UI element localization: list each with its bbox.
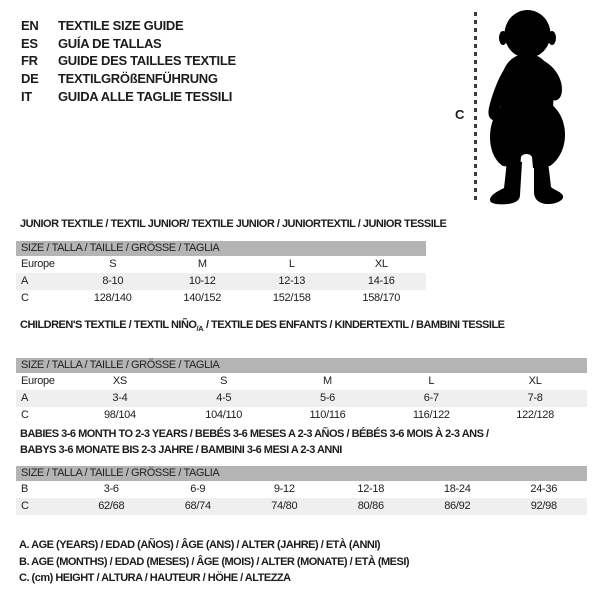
size-cell: 24-36 — [530, 483, 558, 495]
size-cell: XS — [112, 375, 127, 387]
size-cell: 98/104 — [103, 409, 136, 421]
table-row — [16, 256, 426, 273]
babies-section-title — [20, 426, 489, 458]
size-cell: 12-13 — [278, 275, 306, 287]
row-label: A — [21, 392, 29, 404]
table-row — [16, 273, 426, 290]
language-label: TEXTILE SIZE GUIDE — [58, 18, 184, 33]
language-row — [21, 88, 236, 106]
size-cell: 122/128 — [516, 409, 554, 421]
size-cell: 6-7 — [423, 392, 439, 404]
size-cell: 5-6 — [319, 392, 335, 404]
row-label: Europe — [21, 258, 55, 270]
size-cell: L — [428, 375, 435, 387]
language-code: IT — [21, 88, 32, 104]
language-row — [21, 70, 236, 88]
language-code: FR — [21, 53, 38, 69]
size-cell: 116/122 — [412, 409, 450, 421]
children-title-subscript: /A — [196, 323, 204, 333]
language-row — [21, 17, 236, 35]
size-cell: 140/152 — [183, 292, 222, 304]
junior-table-header: SIZE / TALLA / TAILLE / GRÖSSE / TAGLIA — [16, 241, 426, 256]
language-label: GUIDA ALLE TAGLIE TESSILI — [58, 88, 233, 104]
children-title-text-cont: / TEXTILE DES ENFANTS / KINDERTEXTIL / BAMBINI TESSILE — [203, 319, 505, 331]
size-cell: 104/110 — [205, 409, 243, 421]
size-cell: 110/116 — [309, 409, 346, 421]
size-cell: 92/98 — [530, 500, 557, 512]
language-label: GUIDE DES TAILLES TEXTILE — [58, 53, 236, 69]
size-cell: 128/140 — [93, 292, 132, 304]
size-cell: 62/68 — [98, 500, 125, 512]
size-cell: M — [323, 375, 332, 387]
junior-section-title: JUNIOR TEXTILE / TEXTIL JUNIOR/ TEXTILE JUNIOR / JUNIORTEXTIL / JUNIOR TESSILE — [20, 218, 447, 230]
height-measure-dashed-line — [474, 12, 477, 204]
footnote-c: C. (cm) HEIGHT / ALTURA / HAUTEUR / HÖHE / ALTEZZA — [19, 572, 291, 585]
footnotes — [19, 537, 409, 587]
junior-size-table — [16, 241, 426, 307]
footnote-a: A. AGE (YEARS) / EDAD (AÑOS) / ÂGE (ANS) / ALTER (JAHRE) / ETÀ (ANNI) — [19, 539, 381, 551]
babies-size-table — [16, 466, 587, 515]
size-cell: M — [197, 258, 207, 270]
table-row — [16, 390, 587, 407]
size-cell: 9-12 — [273, 483, 295, 495]
size-cell: 86/92 — [444, 500, 471, 512]
table-row — [16, 498, 587, 515]
table-row — [16, 407, 587, 424]
children-size-table — [16, 358, 587, 424]
babies-table-header: SIZE / TALLA / TAILLE / GRÖSSE / TAGLIA — [16, 466, 587, 481]
size-cell: XL — [528, 375, 542, 387]
baby-silhouette-icon — [482, 8, 574, 206]
size-cell: 18-24 — [443, 483, 471, 495]
children-table-header: SIZE / TALLA / TAILLE / GRÖSSE / TAGLIA — [16, 358, 587, 373]
table-row — [16, 373, 587, 390]
size-cell: 74/80 — [271, 500, 298, 512]
size-cell: 68/74 — [184, 500, 211, 512]
row-label: A — [21, 275, 29, 287]
babies-title-line2: BABYS 3-6 MONATE BIS 2-3 JAHRE / BAMBINI 3-6 MESI A 2-3 ANNI — [20, 444, 342, 456]
row-label: Europe — [21, 375, 55, 387]
language-row — [21, 52, 236, 70]
size-cell: 6-9 — [190, 483, 206, 495]
row-label: C — [21, 292, 29, 304]
language-label: GUÍA DE TALLAS — [58, 35, 162, 51]
children-title-text: CHILDREN'S TEXTILE / TEXTIL NIÑO — [20, 319, 197, 331]
size-cell: S — [220, 375, 228, 387]
row-label: B — [21, 483, 29, 495]
babies-title-line1: BABIES 3-6 MONTH TO 2-3 YEARS / BEBÉS 3-6 MESES A 2-3 AÑOS / BÉBÉS 3-6 MOIS À 2-3 ANS / — [20, 428, 489, 440]
size-cell: S — [109, 258, 117, 270]
measure-label-c: C — [455, 107, 465, 122]
language-code: DE — [21, 71, 39, 87]
size-cell: 14-16 — [367, 275, 395, 287]
size-cell: 4-5 — [216, 392, 232, 404]
table-row — [16, 290, 426, 307]
table-row — [16, 481, 587, 498]
size-cell: L — [288, 258, 295, 270]
language-code: EN — [21, 18, 39, 33]
size-cell: 7-8 — [527, 392, 543, 404]
language-label: TEXTILGRÖßENFÜHRUNG — [58, 71, 218, 87]
children-section-title — [20, 319, 505, 332]
row-label: C — [21, 500, 29, 512]
footnote-b: B. AGE (MONTHS) / EDAD (MESES) / ÂGE (MOIS) / ALTER (MONATE) / ETÀ (MESI) — [19, 555, 410, 568]
size-cell: 3-6 — [103, 483, 119, 495]
language-legend — [21, 17, 236, 106]
size-cell: 8-10 — [102, 275, 124, 287]
row-label: C — [21, 409, 29, 421]
size-cell: 80/86 — [357, 500, 384, 512]
size-cell: 10-12 — [188, 275, 216, 287]
size-cell: 152/158 — [272, 292, 311, 304]
language-code: ES — [21, 35, 38, 51]
size-cell: XL — [374, 258, 388, 270]
size-cell: 158/170 — [362, 292, 401, 304]
language-row — [21, 35, 236, 53]
size-cell: 12-18 — [357, 483, 385, 495]
size-cell: 3-4 — [112, 392, 128, 404]
